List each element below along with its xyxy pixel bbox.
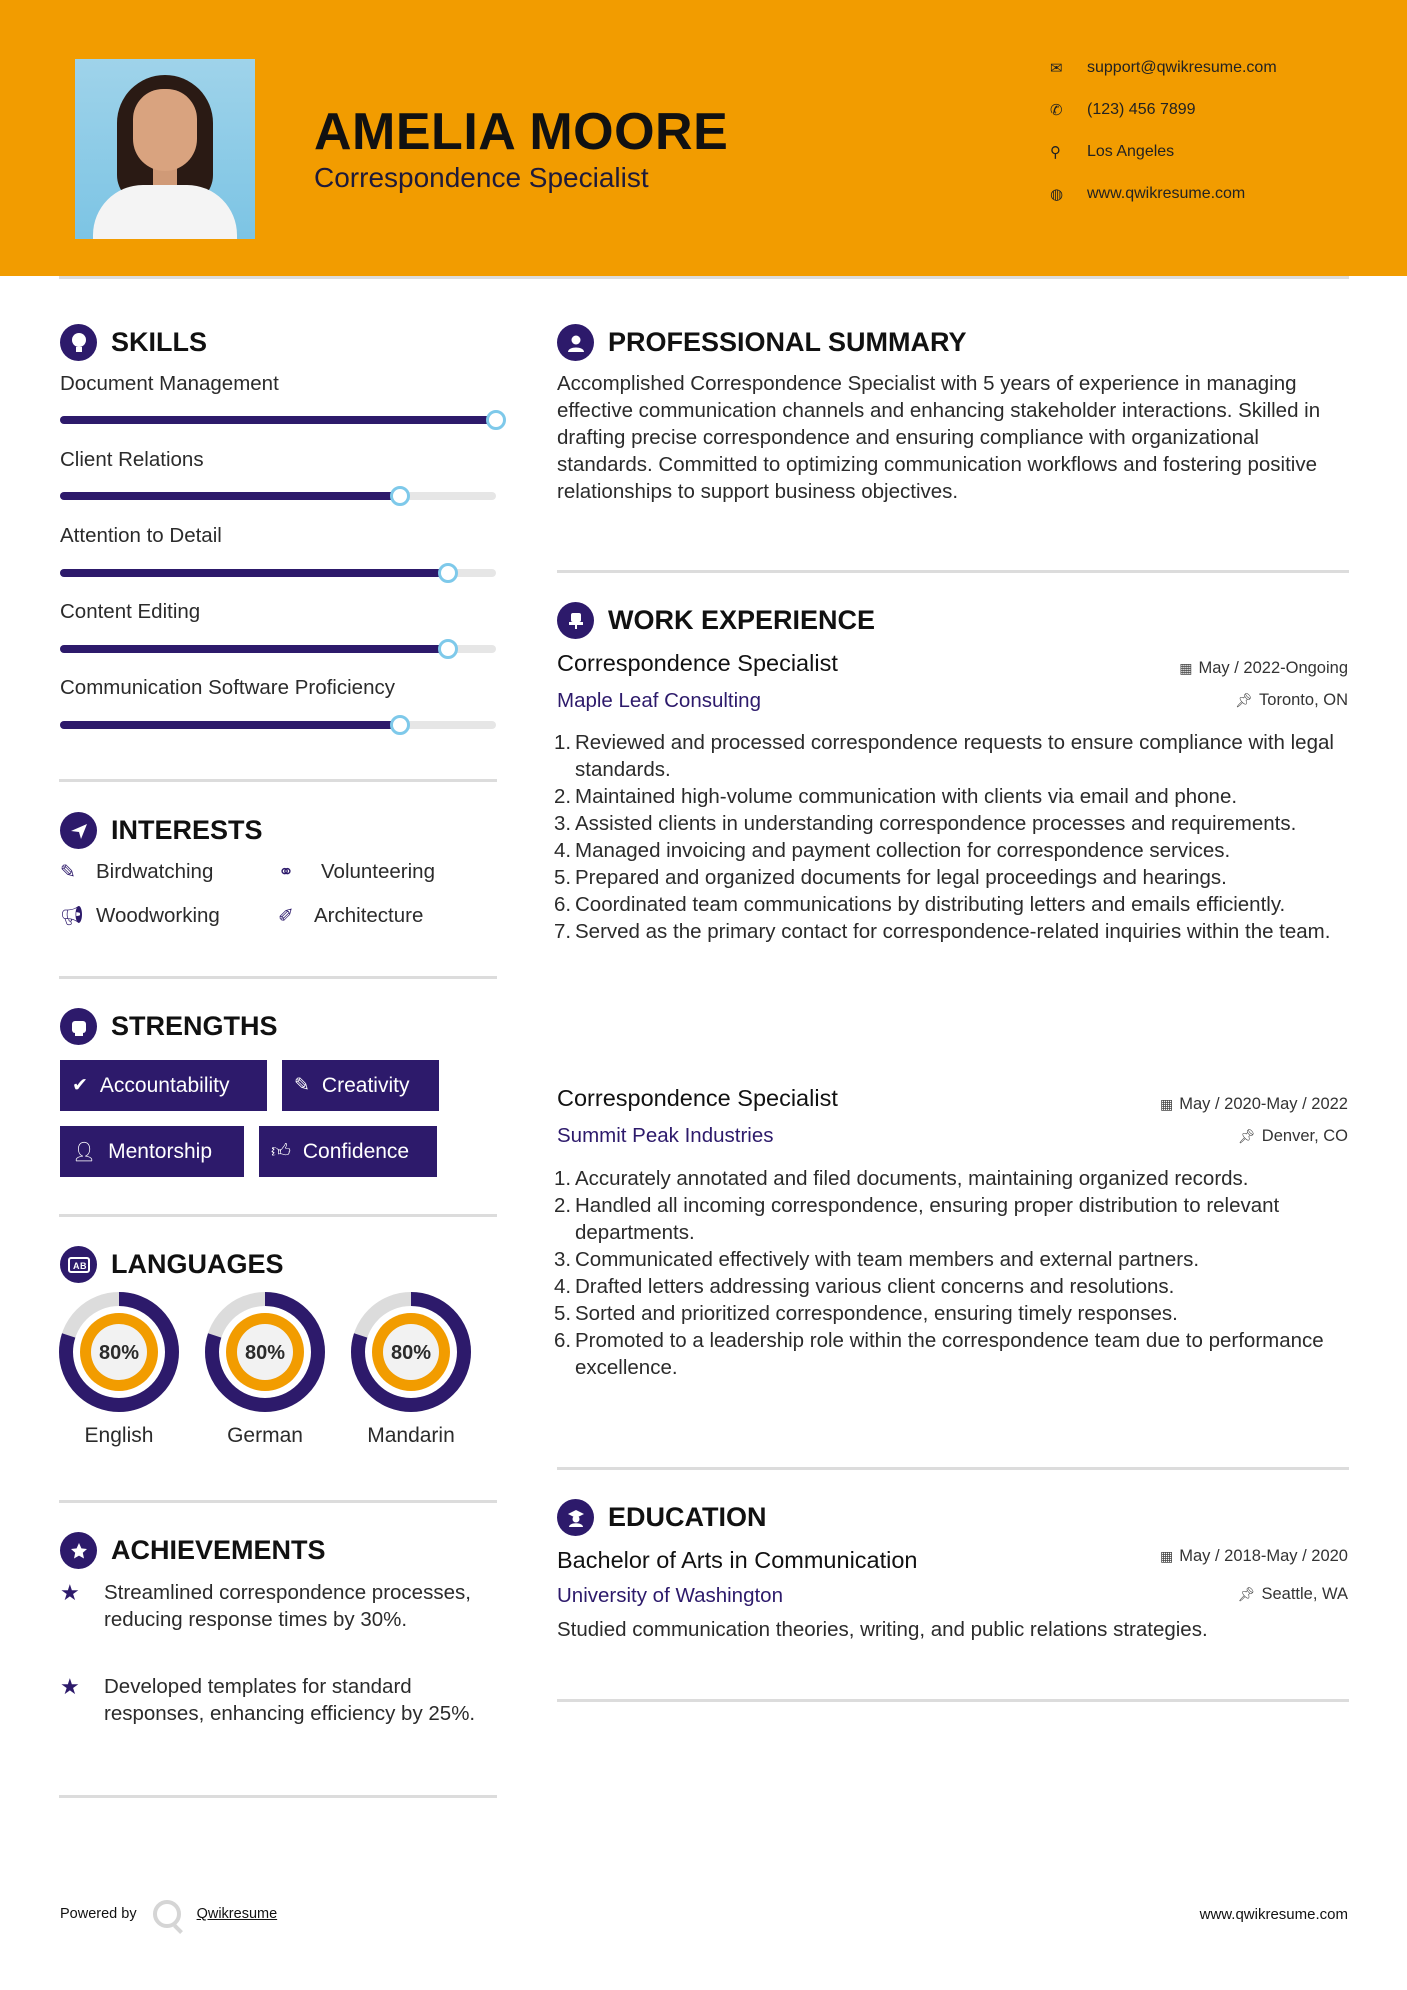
- footer-url[interactable]: www.qwikresume.com: [1199, 1906, 1348, 1923]
- fist-icon: [60, 1008, 97, 1045]
- language-gauge: [205, 1292, 325, 1412]
- education-description: Studied communication theories, writing, and public relations strategies.: [557, 1618, 1208, 1641]
- skill-bar: [60, 645, 496, 653]
- skill-bar-handle: [390, 486, 410, 506]
- globe-icon: ◍: [1050, 186, 1064, 203]
- skill-bar-handle: [438, 639, 458, 659]
- strength-tag: ✔ Accountability: [60, 1060, 267, 1111]
- list-item: 4. Managed invoicing and payment collection for correspondence services.: [554, 839, 1231, 862]
- strength-tag: ✎ Creativity: [282, 1060, 439, 1111]
- pushpin-icon: 📌︎: [1237, 1586, 1256, 1602]
- pushpin-icon: 📌︎: [1238, 1128, 1256, 1144]
- lightbulb-icon: [60, 324, 97, 361]
- language-gauge: [59, 1292, 179, 1412]
- office-chair-icon: [557, 602, 594, 639]
- list-item: 2. Maintained high-volume communication with clients via email and phone.: [554, 785, 1238, 808]
- summary-heading: PROFESSIONAL SUMMARY: [557, 324, 967, 361]
- job-location: 📌︎ Toronto, ON: [1235, 691, 1348, 709]
- qwikresume-logo-icon: [153, 1900, 181, 1928]
- footer-powered-by: Powered by Qwikresume: [60, 1900, 277, 1928]
- achievements-heading: ACHIEVEMENTS: [60, 1532, 326, 1569]
- languages-heading: A B LANGUAGES: [60, 1246, 284, 1283]
- interests-heading: INTERESTS: [60, 812, 263, 849]
- language-percent: 80%: [98, 1342, 140, 1364]
- ruler-pencil-icon: ✐: [278, 905, 294, 927]
- thumbs-up-icon: 👍︎: [271, 1141, 291, 1162]
- skill-bar-handle: [438, 563, 458, 583]
- job-company: Maple Leaf Consulting: [557, 689, 761, 712]
- list-item: 2. Handled all incoming correspondence, ensuring proper distribution to relevant departments.: [554, 1194, 1280, 1244]
- language-percent: 80%: [390, 1342, 432, 1364]
- list-item: 3. Assisted clients in understanding correspondence processes and requirements.: [554, 812, 1297, 835]
- star-badge-icon: [60, 1532, 97, 1569]
- skill-bar-handle: [486, 410, 506, 430]
- education-degree: Bachelor of Arts in Communication: [557, 1547, 918, 1573]
- envelope-icon: ✉: [1050, 60, 1063, 77]
- header-divider: [59, 276, 1349, 279]
- skills-heading: SKILLS: [60, 324, 207, 361]
- section-divider: [557, 570, 1349, 573]
- job-bullets: [554, 729, 1354, 945]
- star-icon: ★: [60, 1580, 80, 1605]
- resume-header: [0, 0, 1407, 276]
- job-location: 📌︎ Denver, CO: [1238, 1127, 1348, 1145]
- list-item: 1. Accurately annotated and filed documents, maintaining organized records.: [554, 1167, 1249, 1190]
- language-name: German: [227, 1424, 303, 1447]
- job-dates: ▦ May / 2020-May / 2022: [1160, 1095, 1348, 1113]
- skill-label: Document Management: [60, 372, 279, 395]
- experience-heading: WORK EXPERIENCE: [557, 602, 875, 639]
- edit-icon: ✎: [60, 861, 76, 883]
- list-item: 7. Served as the primary contact for correspondence-related inquiries within the team.: [554, 920, 1331, 943]
- achievement-item: ★ Streamlined correspondence processes, reducing response times by 30%.: [60, 1580, 471, 1631]
- skill-bar: [60, 569, 496, 577]
- section-divider: [557, 1467, 1349, 1470]
- pushpin-icon: 📌︎: [1235, 692, 1254, 708]
- interest-item: 📢︎ Woodworking: [60, 904, 220, 927]
- interest-item: ⚭ Volunteering: [278, 860, 435, 883]
- job-company: Summit Peak Industries: [557, 1124, 774, 1147]
- job-dates: ▦ May / 2022-Ongoing: [1179, 659, 1348, 677]
- footer-brand-link[interactable]: Qwikresume: [196, 1906, 278, 1922]
- job-bullets: [554, 1165, 1354, 1381]
- strengths-heading: STRENGTHS: [60, 1008, 278, 1045]
- star-icon: ★: [60, 1674, 80, 1699]
- skill-label: Communication Software Proficiency: [60, 676, 395, 699]
- strength-tag: 👍︎ Confidence: [259, 1126, 437, 1177]
- user-plus-icon: 👤︎: [72, 1141, 97, 1163]
- handshake-icon: ⚭: [278, 861, 294, 883]
- education-school: University of Washington: [557, 1584, 783, 1607]
- list-item: 4. Drafted letters addressing various client concerns and resolutions.: [554, 1275, 1175, 1298]
- section-divider: [59, 1500, 497, 1503]
- skill-label: Client Relations: [60, 448, 204, 471]
- list-item: 1. Reviewed and processed correspondence requests to ensure compliance with legal standards.: [554, 731, 1334, 781]
- language-icon: [60, 1246, 97, 1283]
- section-divider: [59, 976, 497, 979]
- contact-website[interactable]: [1050, 185, 1380, 203]
- list-item: 5. Sorted and prioritized correspondence, ensuring timely responses.: [554, 1302, 1178, 1325]
- contact-phone[interactable]: [1050, 101, 1380, 119]
- calendar-icon: ▦: [1160, 1096, 1174, 1112]
- language-percent: 80%: [244, 1342, 286, 1364]
- candidate-name: AMELIA MOORE: [314, 103, 729, 161]
- language-gauge: [351, 1292, 471, 1412]
- svg-text:A: A: [72, 1260, 79, 1271]
- paper-plane-icon: [60, 812, 97, 849]
- skill-bar: [60, 721, 496, 729]
- section-divider: [59, 1214, 497, 1217]
- language-name: Mandarin: [367, 1424, 455, 1447]
- contact-email[interactable]: [1050, 59, 1380, 77]
- education-location: 📌︎ Seattle, WA: [1237, 1585, 1348, 1603]
- education-heading: EDUCATION: [557, 1499, 767, 1536]
- language-item: [351, 1292, 471, 1448]
- language-item: [205, 1292, 325, 1448]
- list-item: 6. Promoted to a leadership role within the correspondence team due to performance excellence.: [554, 1329, 1324, 1379]
- check-circle-icon: ✔: [72, 1075, 88, 1096]
- section-divider: [59, 779, 497, 782]
- achievement-item: ★ Developed templates for standard responses, enhancing efficiency by 25%.: [60, 1674, 476, 1725]
- contact-email-text: support@qwikresume.com: [1087, 59, 1277, 76]
- bullhorn-icon: 📢︎: [60, 906, 85, 927]
- phone-icon: ✆: [1050, 102, 1063, 119]
- language-name: English: [84, 1424, 154, 1447]
- summary-text: Accomplished Correspondence Specialist with 5 years of experience in managing effective communication channels and enhancing stakeholder interactions. Skilled in drafting precise correspondence and ensuring compliance with organizational standards. Committed to optimizing communication workflows and fostering positive relationships to support business objectives.: [557, 372, 1321, 503]
- candidate-title: Correspondence Specialist: [314, 162, 649, 193]
- calendar-icon: ▦: [1160, 1548, 1174, 1564]
- user-icon: [557, 324, 594, 361]
- contact-location: [1050, 143, 1380, 161]
- list-item: 5. Prepared and organized documents for legal proceedings and hearings.: [554, 866, 1227, 889]
- skill-bar: [60, 416, 496, 424]
- job-title: Correspondence Specialist: [557, 1085, 838, 1111]
- contact-website-text: www.qwikresume.com: [1087, 185, 1246, 202]
- strength-tag: 👤︎ Mentorship: [60, 1126, 244, 1177]
- interest-item: ✎ Birdwatching: [60, 860, 214, 883]
- interest-item: ✐ Architecture: [278, 904, 424, 927]
- brush-icon: ✎: [294, 1075, 310, 1096]
- list-item: 6. Coordinated team communications by distributing letters and emails efficiently.: [554, 893, 1286, 916]
- job-title: Correspondence Specialist: [557, 650, 838, 676]
- section-divider: [59, 1795, 497, 1798]
- skill-bar: [60, 492, 496, 500]
- map-pin-icon: ⚲: [1050, 144, 1061, 161]
- list-item: 3. Communicated effectively with team members and external partners.: [554, 1248, 1200, 1271]
- profile-photo: [75, 59, 255, 239]
- section-divider: [557, 1699, 1349, 1702]
- language-item: [59, 1292, 179, 1448]
- education-dates: ▦ May / 2018-May / 2020: [1160, 1547, 1348, 1565]
- svg-text:B: B: [79, 1260, 86, 1271]
- skill-bar-handle: [390, 715, 410, 735]
- calendar-icon: ▦: [1179, 660, 1193, 676]
- skill-label: Content Editing: [60, 600, 201, 623]
- contact-phone-text: (123) 456 7899: [1087, 101, 1196, 118]
- graduate-icon: [557, 1499, 594, 1536]
- contact-location-text: Los Angeles: [1087, 143, 1175, 160]
- skill-label: Attention to Detail: [60, 524, 222, 547]
